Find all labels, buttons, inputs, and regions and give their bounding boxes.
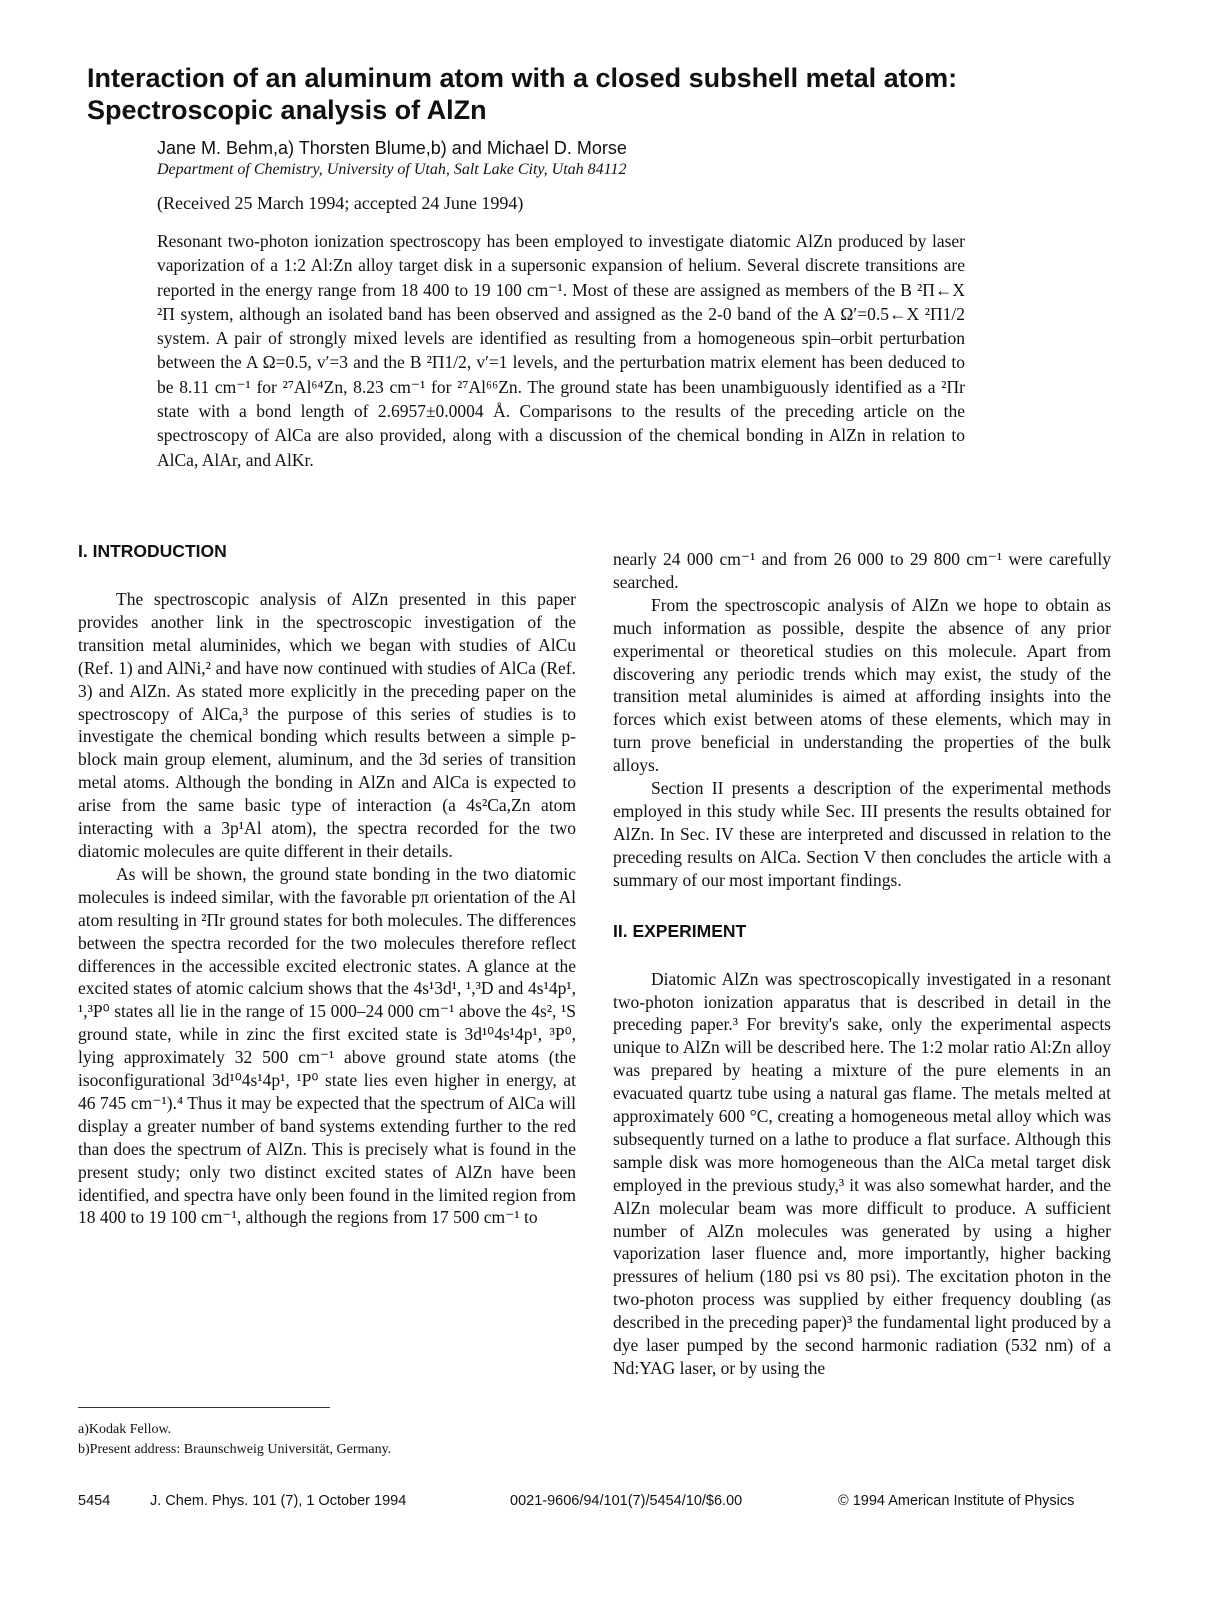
- page-number: 5454: [78, 1493, 111, 1509]
- experiment-paragraph-1: Diatomic AlZn was spectroscopically investigated in a resonant two-photon ionization apparatus that is described in detail in the preceding paper.³ For brevity's sake, only the experimental aspects unique to AlZn will be described here. The 1:2 molar ratio Al:Zn alloy was prepared by heating a mixture of the pure elements in an evacuated quartz tube using a natural gas flame. The metals melted at approximately 600 °C, creating a homogeneous metal alloy which was subsequently turned on a lathe to produce a flat surface. Although this sample disk was more homogeneous than the AlCa metal target disk employed in the previous study,³ it was also somewhat harder, and the AlZn molecular beam was more difficult to produce. A sufficient number of AlZn molecules was generated by using a higher vaporization laser fluence and, more importantly, higher backing pressures of helium (180 psi vs 80 psi). The excitation photon in the two-photon process was supplied by either frequency doubling (as described in the preceding paper)³ the fundamental light produced by a dye laser pumped by the second harmonic radiation (532 nm) of a Nd:YAG laser, or by using the: [613, 968, 1111, 1378]
- right-column: [613, 548, 1111, 1380]
- section-heading-experiment: II. EXPERIMENT: [613, 920, 747, 941]
- footnote-divider: [78, 1407, 330, 1408]
- intro-paragraph-2: As will be shown, the ground state bonding in the two diatomic molecules is indeed similar, with the favorable pπ orientation of the Al atom resulting in ²Πr ground states for both molecules. The differences between the spectra recorded for the two molecules therefore reflect differences in the accessible excited electronic states. A glance at the excited states of atomic calcium shows that the 4s¹3d¹, ¹,³D and 4s¹4p¹, ¹,³P⁰ states all lie in the range of 15 000–24 000 cm⁻¹ above the 4s², ¹S ground state, while in zinc the first excited state is 3d¹⁰4s¹4p¹, ³P⁰, lying approximately 32 500 cm⁻¹ above ground state atoms (the isoconfigurational 3d¹⁰4s¹4p¹, ¹P⁰ state lies even higher in energy, at 46 745 cm⁻¹).⁴ Thus it may be expected that the spectrum of AlCa will display a greater number of band systems extending further to the red than does the spectrum of AlZn. This is precisely what is found in the present study; only two distinct excited states of AlZn have been identified, and spectra have only been found in the limited region from 18 400 to 19 100 cm⁻¹, although the regions from 17 500 cm⁻¹ to: [78, 863, 576, 1228]
- intro-paragraph-4: Section II presents a description of the experimental methods employed in this study while Sec. III presents the results obtained for AlZn. In Sec. IV these are interpreted and discussed in relation to the preceding results on AlCa. Section V then concludes the article with a summary of our most important findings.: [613, 778, 1111, 890]
- affiliation: Department of Chemistry, University of Utah, Salt Lake City, Utah 84112: [157, 161, 627, 178]
- intro-paragraph-2-continued: nearly 24 000 cm⁻¹ and from 26 000 to 29 800 cm⁻¹ were carefully searched.: [613, 549, 1111, 592]
- received-dates: (Received 25 March 1994; accepted 24 June 1994): [157, 193, 524, 213]
- footnote-b: b)Present address: Braunschweig Universität, Germany.: [78, 1442, 392, 1457]
- title-line-1: Interaction of an aluminum atom with a closed subshell metal atom:: [87, 63, 958, 93]
- intro-paragraph-3: From the spectroscopic analysis of AlZn we hope to obtain as much information as possible, despite the absence of any prior experimental or theoretical studies on this molecule. Apart from discovering any periodic trends which may exist, the study of the transition metal aluminides is aimed at affording insights into the forces which exist between atoms of these elements, which may in turn prove beneficial in understanding the properties of the bulk alloys.: [613, 594, 1111, 776]
- abstract: Resonant two-photon ionization spectroscopy has been employed to investigate diatomic AlZn produced by laser vaporization of a 1:2 Al:Zn alloy target disk in a supersonic expansion of helium. Several discrete transitions are reported in the energy range from 18 400 to 19 100 cm⁻¹. Most of these are assigned as members of the B ²Π←X ²Π system, although an isolated band has been observed and assigned as the 2-0 band of the A Ω′=0.5←X ²Π1/2 system. A pair of strongly mixed levels are identified as resulting from a homogeneous spin–orbit perturbation between the A Ω=0.5, v′=3 and the B ²Π1/2, v′=1 levels, and the perturbation matrix element has been deduced to be 8.11 cm⁻¹ for ²⁷Al⁶⁴Zn, 8.23 cm⁻¹ for ²⁷Al⁶⁶Zn. The ground state has been unambiguously identified as a ²Πr state with a bond length of 2.6957±0.0004 Å. Comparisons to the results of the preceding article on the spectroscopy of AlCa are also provided, along with a discussion of the chemical bonding in AlZn in relation to AlCa, AlAr, and AlKr.: [157, 231, 965, 470]
- article-code: 0021-9606/94/101(7)/5454/10/$6.00: [510, 1493, 743, 1509]
- footnote-a: a)Kodak Fellow.: [78, 1422, 172, 1437]
- left-column: [78, 540, 576, 1229]
- copyright: © 1994 American Institute of Physics: [838, 1493, 1075, 1509]
- author-list: Jane M. Behm,a) Thorsten Blume,b) and Michael D. Morse: [157, 138, 627, 158]
- section-heading-introduction: I. INTRODUCTION: [78, 541, 227, 561]
- title-line-2: Spectroscopic analysis of AlZn: [87, 95, 487, 125]
- intro-paragraph-1: The spectroscopic analysis of AlZn presented in this paper provides another link in the spectroscopic investigation of the transition metal aluminides, which we began with studies of AlCu (Ref. 1) and AlNi,² and have now continued with studies of AlCa (Ref. 3) and AlZn. As stated more explicitly in the preceding paper on the spectroscopy of AlCa,³ the purpose of this series of studies is to investigate the chemical bonding which results between a simple p-block main group element, aluminum, and the 3d series of transition metal atoms. Although the bonding in AlZn and AlCa is expected to arise from the same basic type of interaction (a 4s²Ca,Zn atom interacting with a 3p¹Al atom), the spectra recorded for the two diatomic molecules are quite different in their details.: [78, 589, 576, 861]
- journal-citation: J. Chem. Phys. 101 (7), 1 October 1994: [150, 1493, 407, 1509]
- article-title: [87, 62, 1147, 126]
